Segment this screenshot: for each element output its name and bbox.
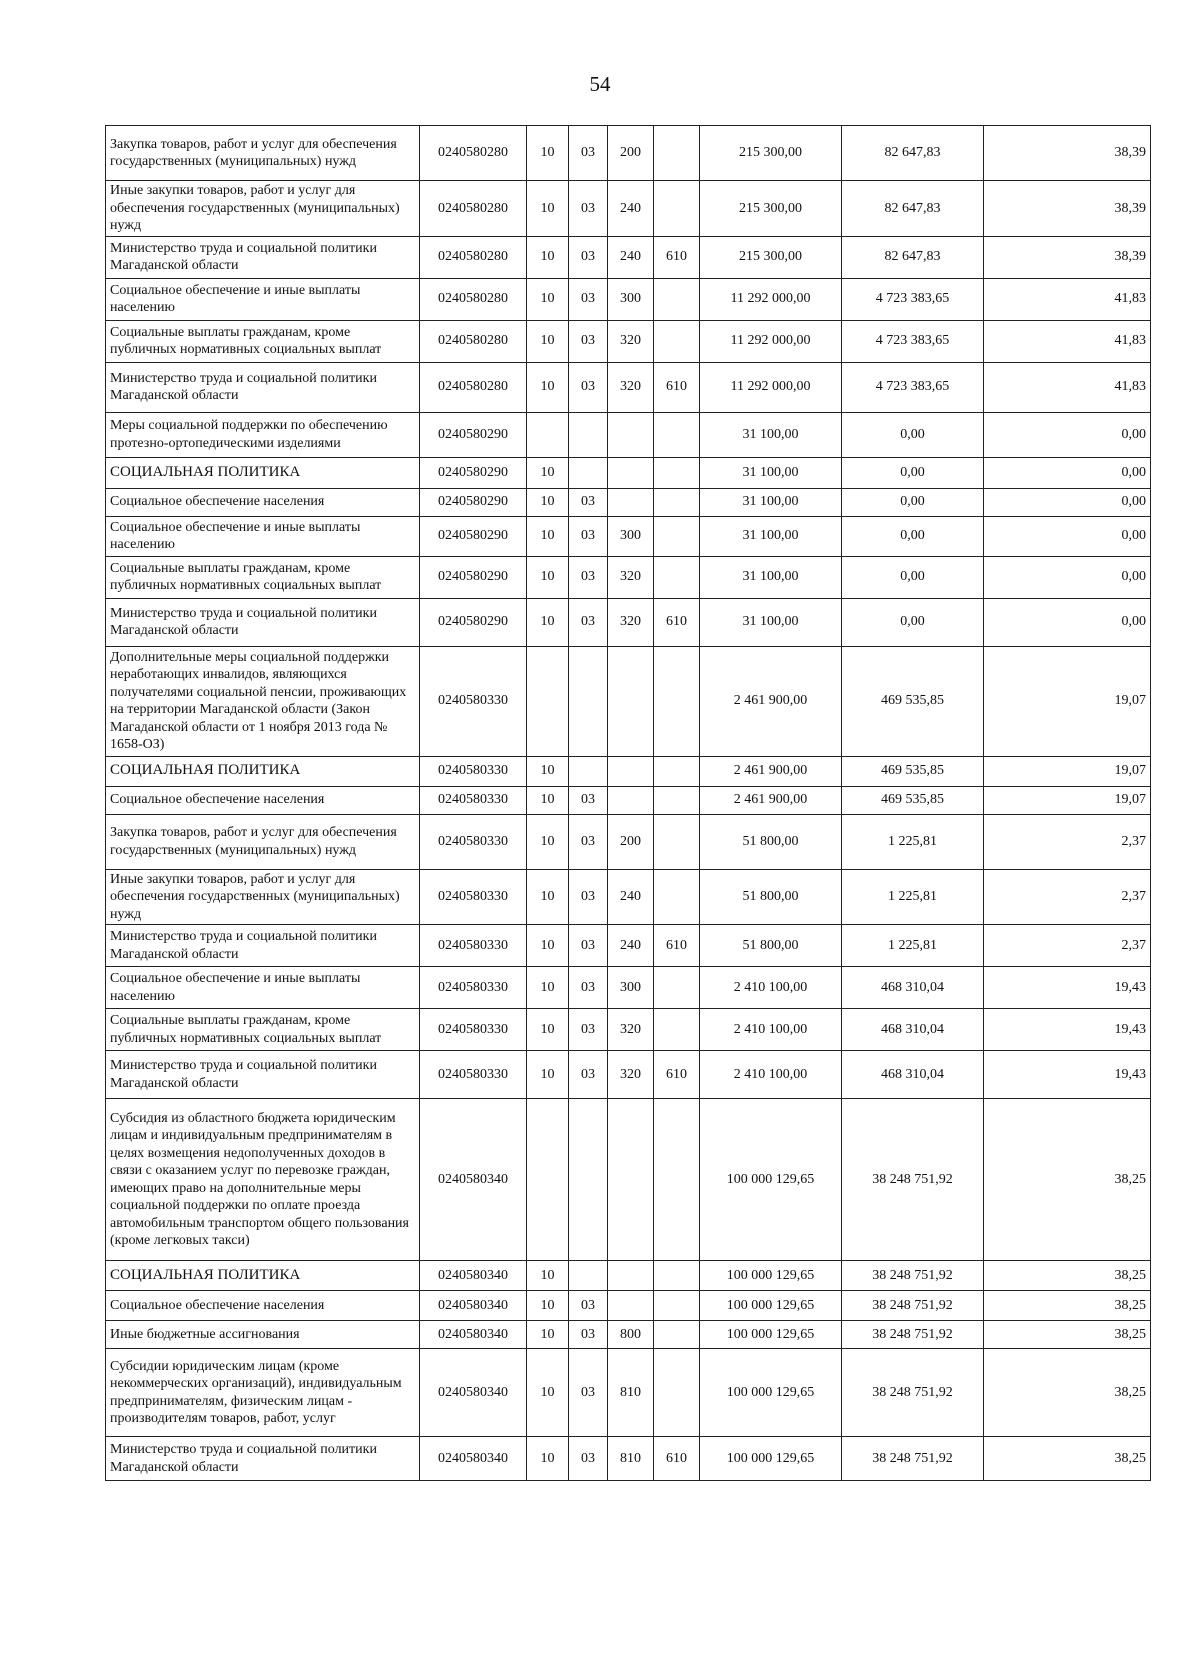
- row-subsection-cell: 03: [569, 1349, 608, 1437]
- row-code-cell: 0240580330: [420, 967, 527, 1009]
- row-actual-cell: 0,00: [842, 488, 984, 516]
- table-row: [106, 1321, 1151, 1349]
- row-name-cell: СОЦИАЛЬНАЯ ПОЛИТИКА: [106, 457, 420, 488]
- row-expense-type-cell: 810: [608, 1349, 654, 1437]
- row-code-cell: 0240580280: [420, 236, 527, 278]
- row-percent-cell: 19,43: [984, 1051, 1151, 1099]
- budget-table: [105, 125, 1151, 1481]
- row-administrator-cell: [654, 126, 700, 181]
- row-plan-cell: 31 100,00: [700, 457, 842, 488]
- row-percent-cell: 38,25: [984, 1321, 1151, 1349]
- row-subsection-cell: 03: [569, 1437, 608, 1481]
- row-name-cell: Социальное обеспечение и иные выплаты населению: [106, 278, 420, 320]
- row-code-cell: 0240580290: [420, 457, 527, 488]
- row-administrator-cell: [654, 967, 700, 1009]
- row-actual-cell: 82 647,83: [842, 236, 984, 278]
- row-administrator-cell: [654, 488, 700, 516]
- row-percent-cell: 19,07: [984, 786, 1151, 814]
- row-name-cell: Министерство труда и социальной политики Магаданской области: [106, 362, 420, 412]
- row-section-cell: 10: [527, 516, 569, 556]
- row-actual-cell: 38 248 751,92: [842, 1321, 984, 1349]
- row-section-cell: 10: [527, 236, 569, 278]
- row-administrator-cell: [654, 1099, 700, 1261]
- row-percent-cell: 2,37: [984, 869, 1151, 925]
- table-row: [106, 1261, 1151, 1291]
- row-subsection-cell: [569, 1261, 608, 1291]
- row-section-cell: 10: [527, 320, 569, 362]
- row-administrator-cell: [654, 646, 700, 756]
- row-percent-cell: 38,25: [984, 1261, 1151, 1291]
- row-code-cell: 0240580280: [420, 278, 527, 320]
- row-administrator-cell: [654, 1349, 700, 1437]
- row-code-cell: 0240580290: [420, 556, 527, 598]
- row-code-cell: 0240580340: [420, 1437, 527, 1481]
- row-actual-cell: 4 723 383,65: [842, 278, 984, 320]
- row-percent-cell: 41,83: [984, 362, 1151, 412]
- row-subsection-cell: [569, 756, 608, 786]
- row-plan-cell: 2 410 100,00: [700, 967, 842, 1009]
- row-expense-type-cell: 240: [608, 869, 654, 925]
- row-actual-cell: 469 535,85: [842, 756, 984, 786]
- row-name-cell: Меры социальной поддержки по обеспечению протезно-ортопедическими изделиями: [106, 412, 420, 457]
- page-number: 54: [589, 72, 611, 96]
- table-row: [106, 181, 1151, 237]
- row-section-cell: [527, 646, 569, 756]
- row-name-cell: Закупка товаров, работ и услуг для обеспечения государственных (муниципальных) нужд: [106, 814, 420, 869]
- row-actual-cell: 1 225,81: [842, 814, 984, 869]
- row-section-cell: 10: [527, 1051, 569, 1099]
- row-actual-cell: 468 310,04: [842, 1009, 984, 1051]
- row-name-cell: Иные закупки товаров, работ и услуг для обеспечения государственных (муниципальных) нужд: [106, 869, 420, 925]
- row-section-cell: 10: [527, 1437, 569, 1481]
- table-body: [106, 126, 1151, 1481]
- table-row: [106, 1099, 1151, 1261]
- row-code-cell: 0240580330: [420, 1009, 527, 1051]
- row-plan-cell: 215 300,00: [700, 181, 842, 237]
- row-percent-cell: 19,43: [984, 967, 1151, 1009]
- row-plan-cell: 100 000 129,65: [700, 1349, 842, 1437]
- row-plan-cell: 215 300,00: [700, 126, 842, 181]
- row-name-cell: Субсидия из областного бюджета юридическим лицам и индивидуальным предпринимателям в целях возмещения недополученных доходов в связи с оказанием услуг по перевозке граждан, имеющих право на дополнительные меры социальной поддержки по оплате проезда автомобильным транспортом общего пользования (кроме легковых такси): [106, 1099, 420, 1261]
- row-actual-cell: 38 248 751,92: [842, 1099, 984, 1261]
- row-actual-cell: 38 248 751,92: [842, 1349, 984, 1437]
- row-plan-cell: 100 000 129,65: [700, 1261, 842, 1291]
- row-expense-type-cell: 300: [608, 516, 654, 556]
- table-row: [106, 556, 1151, 598]
- table-row: [106, 814, 1151, 869]
- row-name-cell: Министерство труда и социальной политики Магаданской области: [106, 1051, 420, 1099]
- row-expense-type-cell: 320: [608, 1009, 654, 1051]
- row-expense-type-cell: 320: [608, 598, 654, 646]
- row-plan-cell: 2 461 900,00: [700, 786, 842, 814]
- row-plan-cell: 11 292 000,00: [700, 320, 842, 362]
- row-subsection-cell: [569, 1099, 608, 1261]
- row-code-cell: 0240580290: [420, 598, 527, 646]
- row-code-cell: 0240580280: [420, 320, 527, 362]
- row-percent-cell: 38,25: [984, 1099, 1151, 1261]
- row-administrator-cell: [654, 1261, 700, 1291]
- table-row: [106, 786, 1151, 814]
- row-name-cell: Социальное обеспечение населения: [106, 1291, 420, 1321]
- row-name-cell: Министерство труда и социальной политики Магаданской области: [106, 236, 420, 278]
- row-administrator-cell: 610: [654, 598, 700, 646]
- row-section-cell: 10: [527, 1321, 569, 1349]
- row-section-cell: 10: [527, 457, 569, 488]
- row-percent-cell: 41,83: [984, 278, 1151, 320]
- row-subsection-cell: 03: [569, 236, 608, 278]
- row-expense-type-cell: 240: [608, 181, 654, 237]
- row-actual-cell: 0,00: [842, 556, 984, 598]
- table-row: [106, 1051, 1151, 1099]
- table-row: [106, 1437, 1151, 1481]
- row-subsection-cell: [569, 646, 608, 756]
- row-actual-cell: 469 535,85: [842, 786, 984, 814]
- row-code-cell: 0240580340: [420, 1099, 527, 1261]
- row-subsection-cell: [569, 457, 608, 488]
- row-section-cell: 10: [527, 814, 569, 869]
- row-subsection-cell: [569, 412, 608, 457]
- table-row: [106, 1009, 1151, 1051]
- row-section-cell: 10: [527, 869, 569, 925]
- row-expense-type-cell: 320: [608, 362, 654, 412]
- row-expense-type-cell: 200: [608, 814, 654, 869]
- table-row: [106, 1291, 1151, 1321]
- row-section-cell: 10: [527, 181, 569, 237]
- row-percent-cell: 38,25: [984, 1437, 1151, 1481]
- row-expense-type-cell: 240: [608, 925, 654, 967]
- row-plan-cell: 100 000 129,65: [700, 1291, 842, 1321]
- row-actual-cell: 0,00: [842, 412, 984, 457]
- row-name-cell: Социальное обеспечение и иные выплаты населению: [106, 516, 420, 556]
- row-plan-cell: 100 000 129,65: [700, 1437, 842, 1481]
- row-administrator-cell: 610: [654, 925, 700, 967]
- row-percent-cell: 19,43: [984, 1009, 1151, 1051]
- row-administrator-cell: [654, 556, 700, 598]
- row-administrator-cell: [654, 1009, 700, 1051]
- row-plan-cell: 2 410 100,00: [700, 1051, 842, 1099]
- row-administrator-cell: [654, 516, 700, 556]
- row-code-cell: 0240580330: [420, 756, 527, 786]
- row-administrator-cell: [654, 786, 700, 814]
- row-name-cell: Субсидии юридическим лицам (кроме некоммерческих организаций), индивидуальным предпринимателям, физическим лицам - производителям товаров, работ, услуг: [106, 1349, 420, 1437]
- row-expense-type-cell: 320: [608, 320, 654, 362]
- row-actual-cell: 82 647,83: [842, 126, 984, 181]
- row-code-cell: 0240580330: [420, 1051, 527, 1099]
- row-plan-cell: 100 000 129,65: [700, 1321, 842, 1349]
- row-plan-cell: 11 292 000,00: [700, 278, 842, 320]
- row-expense-type-cell: [608, 412, 654, 457]
- row-subsection-cell: 03: [569, 869, 608, 925]
- row-subsection-cell: 03: [569, 1009, 608, 1051]
- row-expense-type-cell: 300: [608, 967, 654, 1009]
- table-row: [106, 412, 1151, 457]
- row-percent-cell: 0,00: [984, 457, 1151, 488]
- row-administrator-cell: [654, 756, 700, 786]
- row-name-cell: СОЦИАЛЬНАЯ ПОЛИТИКА: [106, 756, 420, 786]
- row-subsection-cell: 03: [569, 786, 608, 814]
- row-percent-cell: 19,07: [984, 646, 1151, 756]
- row-name-cell: Социальные выплаты гражданам, кроме публичных нормативных социальных выплат: [106, 1009, 420, 1051]
- row-percent-cell: 19,07: [984, 756, 1151, 786]
- row-code-cell: 0240580290: [420, 412, 527, 457]
- row-expense-type-cell: [608, 1291, 654, 1321]
- row-section-cell: 10: [527, 1349, 569, 1437]
- row-section-cell: 10: [527, 598, 569, 646]
- row-code-cell: 0240580340: [420, 1261, 527, 1291]
- row-actual-cell: 0,00: [842, 516, 984, 556]
- row-subsection-cell: 03: [569, 516, 608, 556]
- row-section-cell: 10: [527, 488, 569, 516]
- row-actual-cell: 468 310,04: [842, 1051, 984, 1099]
- row-subsection-cell: 03: [569, 598, 608, 646]
- row-code-cell: 0240580340: [420, 1321, 527, 1349]
- row-subsection-cell: 03: [569, 1051, 608, 1099]
- table-row: [106, 967, 1151, 1009]
- row-code-cell: 0240580330: [420, 646, 527, 756]
- table-row: [106, 516, 1151, 556]
- table-row: [106, 320, 1151, 362]
- row-code-cell: 0240580290: [420, 488, 527, 516]
- row-name-cell: Социальные выплаты гражданам, кроме публичных нормативных социальных выплат: [106, 556, 420, 598]
- row-section-cell: [527, 1099, 569, 1261]
- row-plan-cell: 2 410 100,00: [700, 1009, 842, 1051]
- row-actual-cell: 38 248 751,92: [842, 1261, 984, 1291]
- table-row: [106, 598, 1151, 646]
- row-plan-cell: 215 300,00: [700, 236, 842, 278]
- row-plan-cell: 2 461 900,00: [700, 646, 842, 756]
- row-expense-type-cell: 810: [608, 1437, 654, 1481]
- row-name-cell: Дополнительные меры социальной поддержки неработающих инвалидов, являющихся получателями социальной пенсии, проживающих на территории Магаданской области (Закон Магаданской области от 1 ноября 2013 года № 1658-ОЗ): [106, 646, 420, 756]
- row-percent-cell: 38,25: [984, 1349, 1151, 1437]
- row-actual-cell: 468 310,04: [842, 967, 984, 1009]
- row-administrator-cell: [654, 814, 700, 869]
- row-plan-cell: 31 100,00: [700, 488, 842, 516]
- row-percent-cell: 38,39: [984, 181, 1151, 237]
- row-name-cell: Министерство труда и социальной политики Магаданской области: [106, 925, 420, 967]
- row-percent-cell: 0,00: [984, 488, 1151, 516]
- row-code-cell: 0240580340: [420, 1349, 527, 1437]
- row-name-cell: Иные бюджетные ассигнования: [106, 1321, 420, 1349]
- row-administrator-cell: 610: [654, 362, 700, 412]
- row-actual-cell: 469 535,85: [842, 646, 984, 756]
- row-plan-cell: 51 800,00: [700, 925, 842, 967]
- row-subsection-cell: 03: [569, 362, 608, 412]
- row-actual-cell: 1 225,81: [842, 869, 984, 925]
- row-plan-cell: 31 100,00: [700, 556, 842, 598]
- table-row: [106, 756, 1151, 786]
- row-code-cell: 0240580280: [420, 362, 527, 412]
- row-subsection-cell: 03: [569, 488, 608, 516]
- row-actual-cell: 0,00: [842, 598, 984, 646]
- row-actual-cell: 38 248 751,92: [842, 1291, 984, 1321]
- table-row: [106, 457, 1151, 488]
- row-subsection-cell: 03: [569, 126, 608, 181]
- row-percent-cell: 0,00: [984, 598, 1151, 646]
- table-row: [106, 362, 1151, 412]
- row-section-cell: 10: [527, 756, 569, 786]
- row-actual-cell: 82 647,83: [842, 181, 984, 237]
- row-section-cell: 10: [527, 126, 569, 181]
- row-percent-cell: 0,00: [984, 412, 1151, 457]
- row-name-cell: Министерство труда и социальной политики Магаданской области: [106, 598, 420, 646]
- table-row: [106, 925, 1151, 967]
- row-section-cell: [527, 412, 569, 457]
- row-code-cell: 0240580330: [420, 869, 527, 925]
- table-row: [106, 126, 1151, 181]
- row-percent-cell: 2,37: [984, 814, 1151, 869]
- row-percent-cell: 38,25: [984, 1291, 1151, 1321]
- row-percent-cell: 2,37: [984, 925, 1151, 967]
- row-section-cell: 10: [527, 556, 569, 598]
- row-percent-cell: 41,83: [984, 320, 1151, 362]
- row-section-cell: 10: [527, 925, 569, 967]
- row-expense-type-cell: 320: [608, 556, 654, 598]
- row-code-cell: 0240580280: [420, 126, 527, 181]
- row-code-cell: 0240580330: [420, 925, 527, 967]
- row-actual-cell: 0,00: [842, 457, 984, 488]
- row-expense-type-cell: [608, 1261, 654, 1291]
- row-expense-type-cell: [608, 786, 654, 814]
- row-plan-cell: 11 292 000,00: [700, 362, 842, 412]
- row-expense-type-cell: [608, 488, 654, 516]
- row-actual-cell: 1 225,81: [842, 925, 984, 967]
- row-name-cell: Социальные выплаты гражданам, кроме публичных нормативных социальных выплат: [106, 320, 420, 362]
- row-subsection-cell: 03: [569, 278, 608, 320]
- row-percent-cell: 0,00: [984, 516, 1151, 556]
- row-administrator-cell: [654, 1321, 700, 1349]
- row-section-cell: 10: [527, 278, 569, 320]
- row-subsection-cell: 03: [569, 925, 608, 967]
- row-subsection-cell: 03: [569, 1321, 608, 1349]
- row-name-cell: Иные закупки товаров, работ и услуг для обеспечения государственных (муниципальных) нужд: [106, 181, 420, 237]
- table-row: [106, 646, 1151, 756]
- table-row: [106, 869, 1151, 925]
- row-section-cell: 10: [527, 1261, 569, 1291]
- row-percent-cell: 38,39: [984, 126, 1151, 181]
- row-administrator-cell: 610: [654, 1437, 700, 1481]
- row-name-cell: Социальное обеспечение населения: [106, 488, 420, 516]
- row-actual-cell: 38 248 751,92: [842, 1437, 984, 1481]
- row-administrator-cell: [654, 457, 700, 488]
- row-code-cell: 0240580290: [420, 516, 527, 556]
- row-plan-cell: 51 800,00: [700, 869, 842, 925]
- row-section-cell: 10: [527, 967, 569, 1009]
- row-name-cell: Социальное обеспечение населения: [106, 786, 420, 814]
- row-percent-cell: 0,00: [984, 556, 1151, 598]
- row-section-cell: 10: [527, 362, 569, 412]
- row-plan-cell: 100 000 129,65: [700, 1099, 842, 1261]
- row-plan-cell: 31 100,00: [700, 598, 842, 646]
- row-section-cell: 10: [527, 1009, 569, 1051]
- row-percent-cell: 38,39: [984, 236, 1151, 278]
- row-expense-type-cell: [608, 756, 654, 786]
- row-expense-type-cell: [608, 646, 654, 756]
- row-code-cell: 0240580330: [420, 786, 527, 814]
- row-administrator-cell: [654, 1291, 700, 1321]
- row-subsection-cell: 03: [569, 814, 608, 869]
- row-plan-cell: 51 800,00: [700, 814, 842, 869]
- row-expense-type-cell: 240: [608, 236, 654, 278]
- row-administrator-cell: [654, 869, 700, 925]
- row-subsection-cell: 03: [569, 967, 608, 1009]
- row-expense-type-cell: 200: [608, 126, 654, 181]
- row-subsection-cell: 03: [569, 320, 608, 362]
- row-plan-cell: 2 461 900,00: [700, 756, 842, 786]
- row-subsection-cell: 03: [569, 181, 608, 237]
- row-administrator-cell: [654, 320, 700, 362]
- row-administrator-cell: 610: [654, 236, 700, 278]
- row-subsection-cell: 03: [569, 1291, 608, 1321]
- row-plan-cell: 31 100,00: [700, 516, 842, 556]
- row-code-cell: 0240580330: [420, 814, 527, 869]
- row-code-cell: 0240580340: [420, 1291, 527, 1321]
- table-row: [106, 488, 1151, 516]
- table-row: [106, 1349, 1151, 1437]
- row-expense-type-cell: [608, 1099, 654, 1261]
- table-row: [106, 236, 1151, 278]
- row-actual-cell: 4 723 383,65: [842, 362, 984, 412]
- row-name-cell: Министерство труда и социальной политики Магаданской области: [106, 1437, 420, 1481]
- row-expense-type-cell: 320: [608, 1051, 654, 1099]
- row-administrator-cell: [654, 412, 700, 457]
- row-section-cell: 10: [527, 1291, 569, 1321]
- row-expense-type-cell: 800: [608, 1321, 654, 1349]
- row-name-cell: Закупка товаров, работ и услуг для обеспечения государственных (муниципальных) нужд: [106, 126, 420, 181]
- row-actual-cell: 4 723 383,65: [842, 320, 984, 362]
- row-section-cell: 10: [527, 786, 569, 814]
- row-code-cell: 0240580280: [420, 181, 527, 237]
- row-name-cell: Социальное обеспечение и иные выплаты населению: [106, 967, 420, 1009]
- row-plan-cell: 31 100,00: [700, 412, 842, 457]
- row-expense-type-cell: 300: [608, 278, 654, 320]
- row-administrator-cell: [654, 181, 700, 237]
- row-administrator-cell: [654, 278, 700, 320]
- table-row: [106, 278, 1151, 320]
- row-expense-type-cell: [608, 457, 654, 488]
- row-subsection-cell: 03: [569, 556, 608, 598]
- row-administrator-cell: 610: [654, 1051, 700, 1099]
- row-name-cell: СОЦИАЛЬНАЯ ПОЛИТИКА: [106, 1261, 420, 1291]
